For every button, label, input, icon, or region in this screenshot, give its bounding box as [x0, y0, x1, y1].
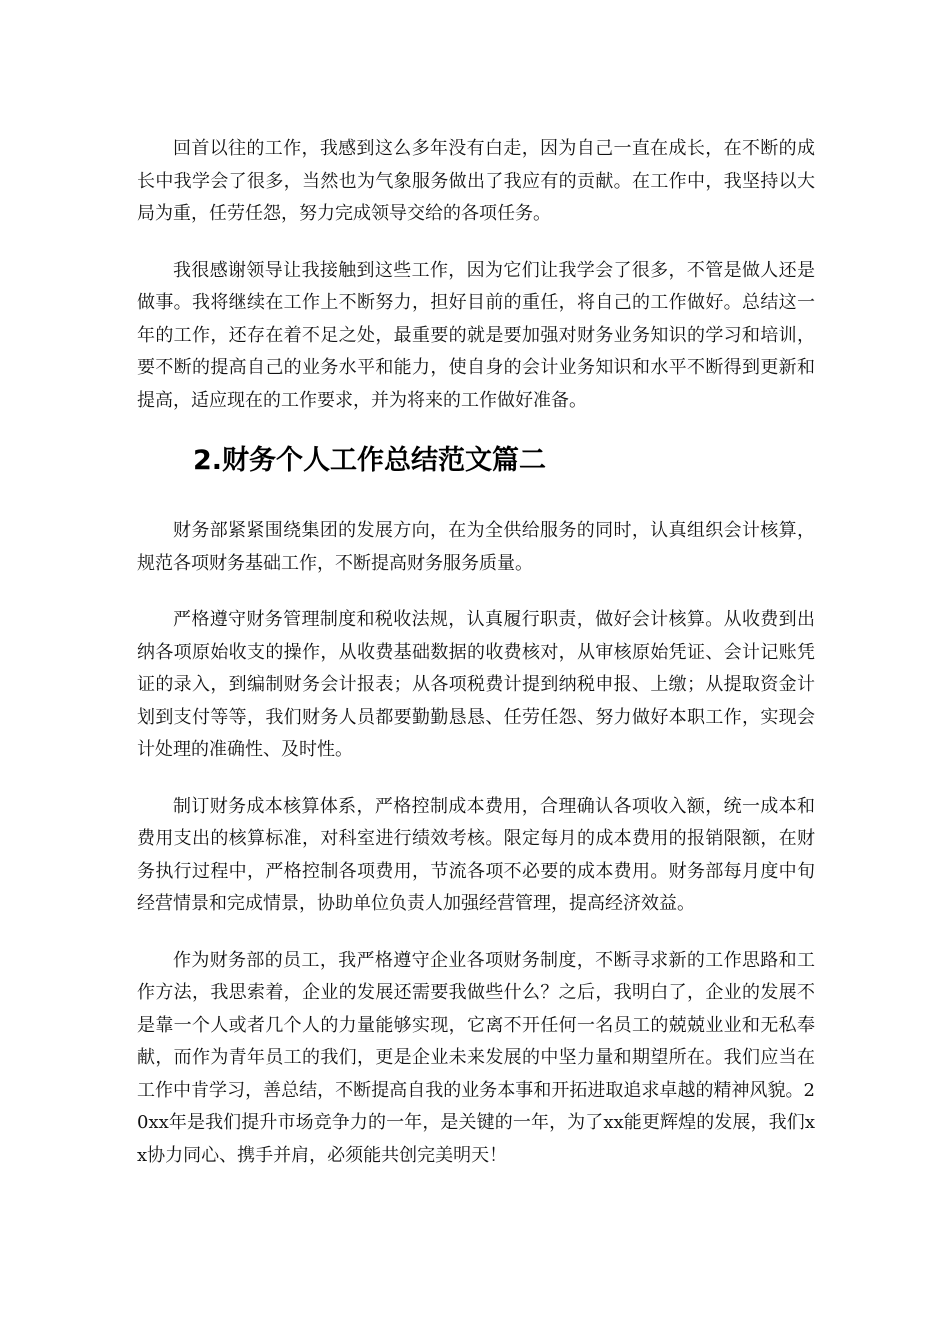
- section-heading: 2.财务个人工作总结范文篇二: [193, 445, 547, 476]
- paragraph-4: 严格遵守财务管理制度和税收法规，认真履行职责，做好会计核算。从收费到出纳各项原始收支的操作，从收费基础数据的收费核对，从审核原始凭证、会计记账凭证的录入，到编制财务会计报表；从各项税费计提到纳税申报、上缴；从提取资金计划到支付等等，我们财务人员都要勤勤恳恳、任劳任怨、努力做好本职工作，实现会计处理的准确性、及时性。: [137, 609, 815, 760]
- paragraph-5: 制订财务成本核算体系，严格控制成本费用，合理确认各项收入额，统一成本和费用支出的核算标准，对科室进行绩效考核。限定每月的成本费用的报销限额，在财务执行过程中，严格控制各项费用，节流各项不必要的成本费用。财务部每月度中旬经营情景和完成情景，协助单位负责人加强经营管理，提高经济效益。: [137, 795, 815, 914]
- paragraph-3: 财务部紧紧围绕集团的发展方向，在为全供给服务的同时，认真组织会计核算，规范各项财务基础工作，不断提高财务服务质量。: [137, 520, 815, 574]
- paragraph-6: 作为财务部的员工，我严格遵守企业各项财务制度，不断寻求新的工作思路和工作方法，我思索着，企业的发展还需要我做些什么？之后，我明白了，企业的发展不是靠一个人或者几个人的力量能够实现，它离不开任何一名员工的兢兢业业和无私奉献，而作为青年员工的我们，更是企业未来发展的中坚力量和期望所在。我们应当在工作中肯学习，善总结，不断提高自我的业务本事和开拓进取追求卓越的精神风貌。20xx年是我们提升市场竞争力的一年，是关键的一年，为了xx能更辉煌的发展，我们xx协力同心、携手并肩，必须能共创完美明天！: [137, 949, 815, 1166]
- document-body: [137, 133, 815, 1196]
- paragraph-2: 我很感谢领导让我接触到这些工作，因为它们让我学会了很多，不管是做人还是做事。我将继续在工作上不断努力，担好目前的重任，将自己的工作做好。总结这一年的工作，还存在着不足之处，最重要的就是要加强对财务业务知识的学习和培训，要不断的提高自己的业务水平和能力，使自身的会计业务知识和水平不断得到更新和提高，适应现在的工作要求，并为将来的工作做好准备。: [137, 259, 815, 411]
- paragraph-1: 回首以往的工作，我感到这么多年没有白走，因为自己一直在成长，在不断的成长中我学会了很多，当然也为气象服务做出了我应有的贡献。在工作中，我坚持以大局为重，任劳任怨，努力完成领导交给的各项任务。: [137, 138, 815, 224]
